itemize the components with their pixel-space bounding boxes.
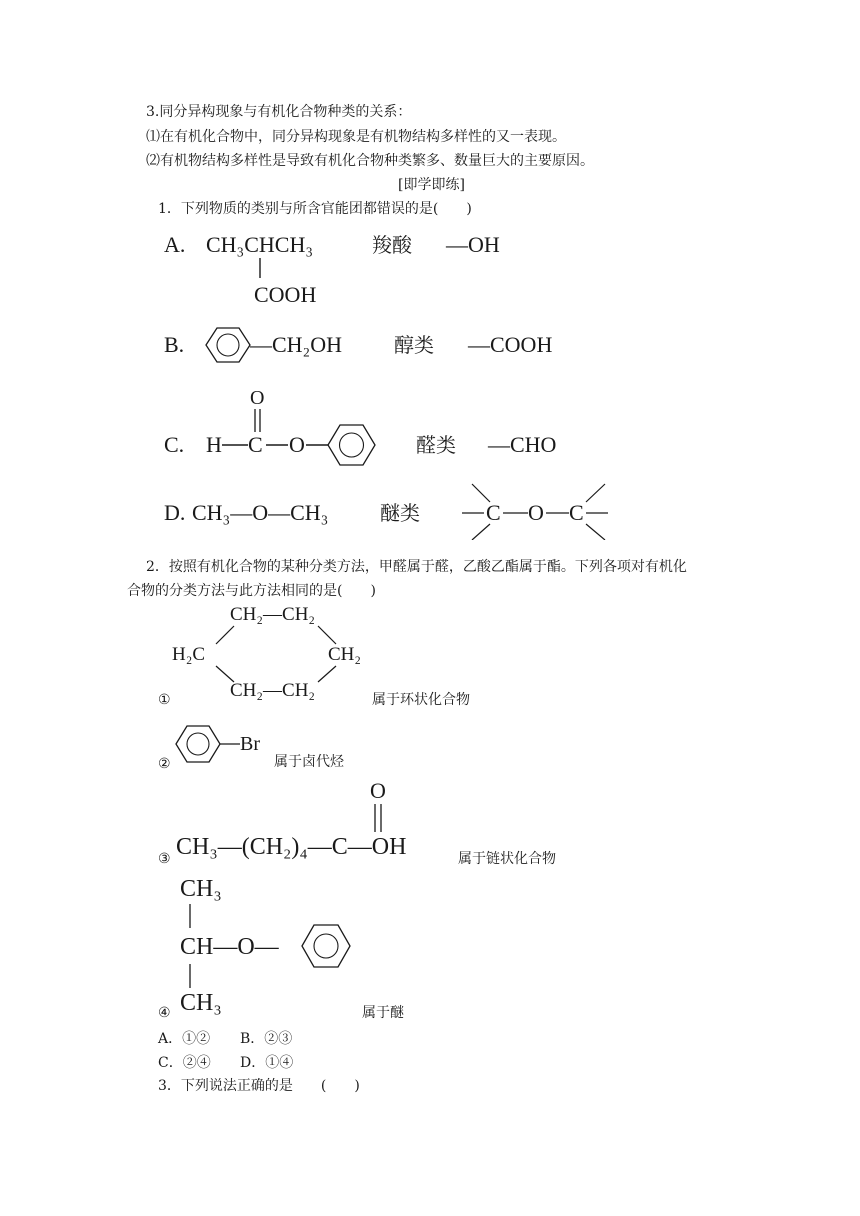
q1-b-group: —COOH [468, 332, 553, 357]
q1-b-letter: B. [164, 332, 185, 357]
q1-d-c2-bond-down [586, 524, 605, 540]
q2-item2-benzene-ring [176, 726, 220, 762]
q2-option-c: C．②④ [158, 1055, 211, 1071]
q2-item1-left: H₂C [172, 644, 206, 665]
q1-c-letter: C. [164, 432, 185, 457]
q1-c-o-link: O [289, 432, 305, 457]
q1-b-formula: —CH₂OH [250, 332, 343, 357]
q2-item3-desc: 属于链状化合物 [458, 851, 556, 867]
q1-d-c1-bond-up [472, 484, 490, 502]
q1-d-o: O [528, 500, 544, 525]
q2-stem-line2: 合物的分类方法与此方法相同的是( ) [127, 583, 376, 599]
q2-item1-bond-tr [318, 626, 336, 644]
q2-item4-ch: CH—O— [180, 934, 279, 960]
q3-stem: 3．下列说法正确的是 ( ) [158, 1078, 360, 1094]
q2-option-d: D．①④ [240, 1055, 294, 1071]
q2-item4-structure [170, 868, 370, 1016]
q1-d-c1: C [486, 500, 501, 525]
q1-b-category: 醇类 [394, 333, 434, 357]
q1-c-benzene-ring [328, 425, 375, 465]
q2-item2-br: Br [240, 733, 260, 755]
q2-stem-line1: 2．按照有机化合物的某种分类方法，甲醛属于醛，乙酸乙酯属于酯。下列各项对有机化 [146, 559, 687, 575]
q2-item2-desc: 属于卤代烃 [274, 754, 344, 770]
q2-item1-desc: 属于环状化合物 [372, 692, 470, 708]
q1-c-h: H [206, 432, 222, 457]
q1-a-group: —OH [446, 232, 500, 257]
q2-item3-o-top: O [370, 778, 386, 803]
q2-item3-formula: CH₃—(CH₂)₄—C—OH [176, 834, 407, 860]
q2-item1-marker: ① [158, 692, 171, 708]
q1-a-category: 羧酸 [372, 233, 412, 257]
q1-b-benzene-circle [217, 334, 239, 356]
q2-item4-desc: 属于醚 [362, 1005, 404, 1021]
q2-item1-bond-bl [216, 666, 234, 682]
q2-item4-benzene-circle [314, 934, 338, 958]
q1-structures [150, 220, 630, 540]
q1-a-branch: COOH [254, 282, 317, 307]
q1-d-c2: C [569, 500, 584, 525]
q1-d-c2-bond-up [586, 484, 605, 502]
q2-item3-structure [170, 776, 470, 866]
q2-item1-bond-br [318, 666, 336, 682]
q1-c-benzene-circle [340, 433, 364, 457]
q1-d-letter: D. [164, 500, 186, 525]
section-point-1: ⑴在有机化合物中，同分异构现象是有机物结构多样性的又一表现。 [146, 129, 566, 145]
q2-item4-benzene-ring [302, 925, 350, 967]
q2-item2-marker: ② [158, 756, 171, 772]
q1-stem: 1．下列物质的类别与所含官能团都错误的是( ) [158, 201, 472, 217]
q2-item1-bottom: CH₂—CH₂ [230, 680, 316, 701]
q1-c-c: C [248, 432, 263, 457]
practice-title: [即学即练] [398, 177, 465, 193]
q1-d-c1-bond-down [472, 524, 490, 540]
q2-item2-benzene-circle [187, 733, 209, 755]
q2-item3-marker: ③ [158, 851, 171, 867]
section-point-2: ⑵有机物结构多样性是导致有机化合物种类繁多、数量巨大的主要原因。 [146, 153, 594, 169]
q2-item4-ch3-top: CH₃ [180, 876, 222, 902]
q1-a-formula: CH₃CHCH₃ [206, 232, 314, 257]
q1-b-benzene-ring [206, 328, 250, 362]
q1-d-formula: CH₃—O—CH₃ [192, 500, 329, 525]
q1-c-o-top: O [250, 387, 265, 409]
q1-c-category: 醛类 [416, 433, 456, 457]
q2-item4-ch3-bottom: CH₃ [180, 990, 222, 1016]
q2-item4-marker: ④ [158, 1005, 171, 1021]
q2-item2-structure [170, 722, 280, 768]
q1-d-category: 醚类 [380, 501, 420, 525]
q2-item1-right: CH₂ [328, 644, 362, 665]
q1-c-group: —CHO [488, 432, 557, 457]
q2-option-a: A．①② [158, 1031, 211, 1047]
q2-item1-top: CH₂—CH₂ [230, 604, 316, 625]
section-heading: 3.同分异构现象与有机化合物种类的关系： [146, 104, 412, 120]
q2-option-b: B．②③ [240, 1031, 293, 1047]
q1-a-letter: A. [164, 232, 186, 257]
q2-item1-bond-tl [216, 626, 234, 644]
